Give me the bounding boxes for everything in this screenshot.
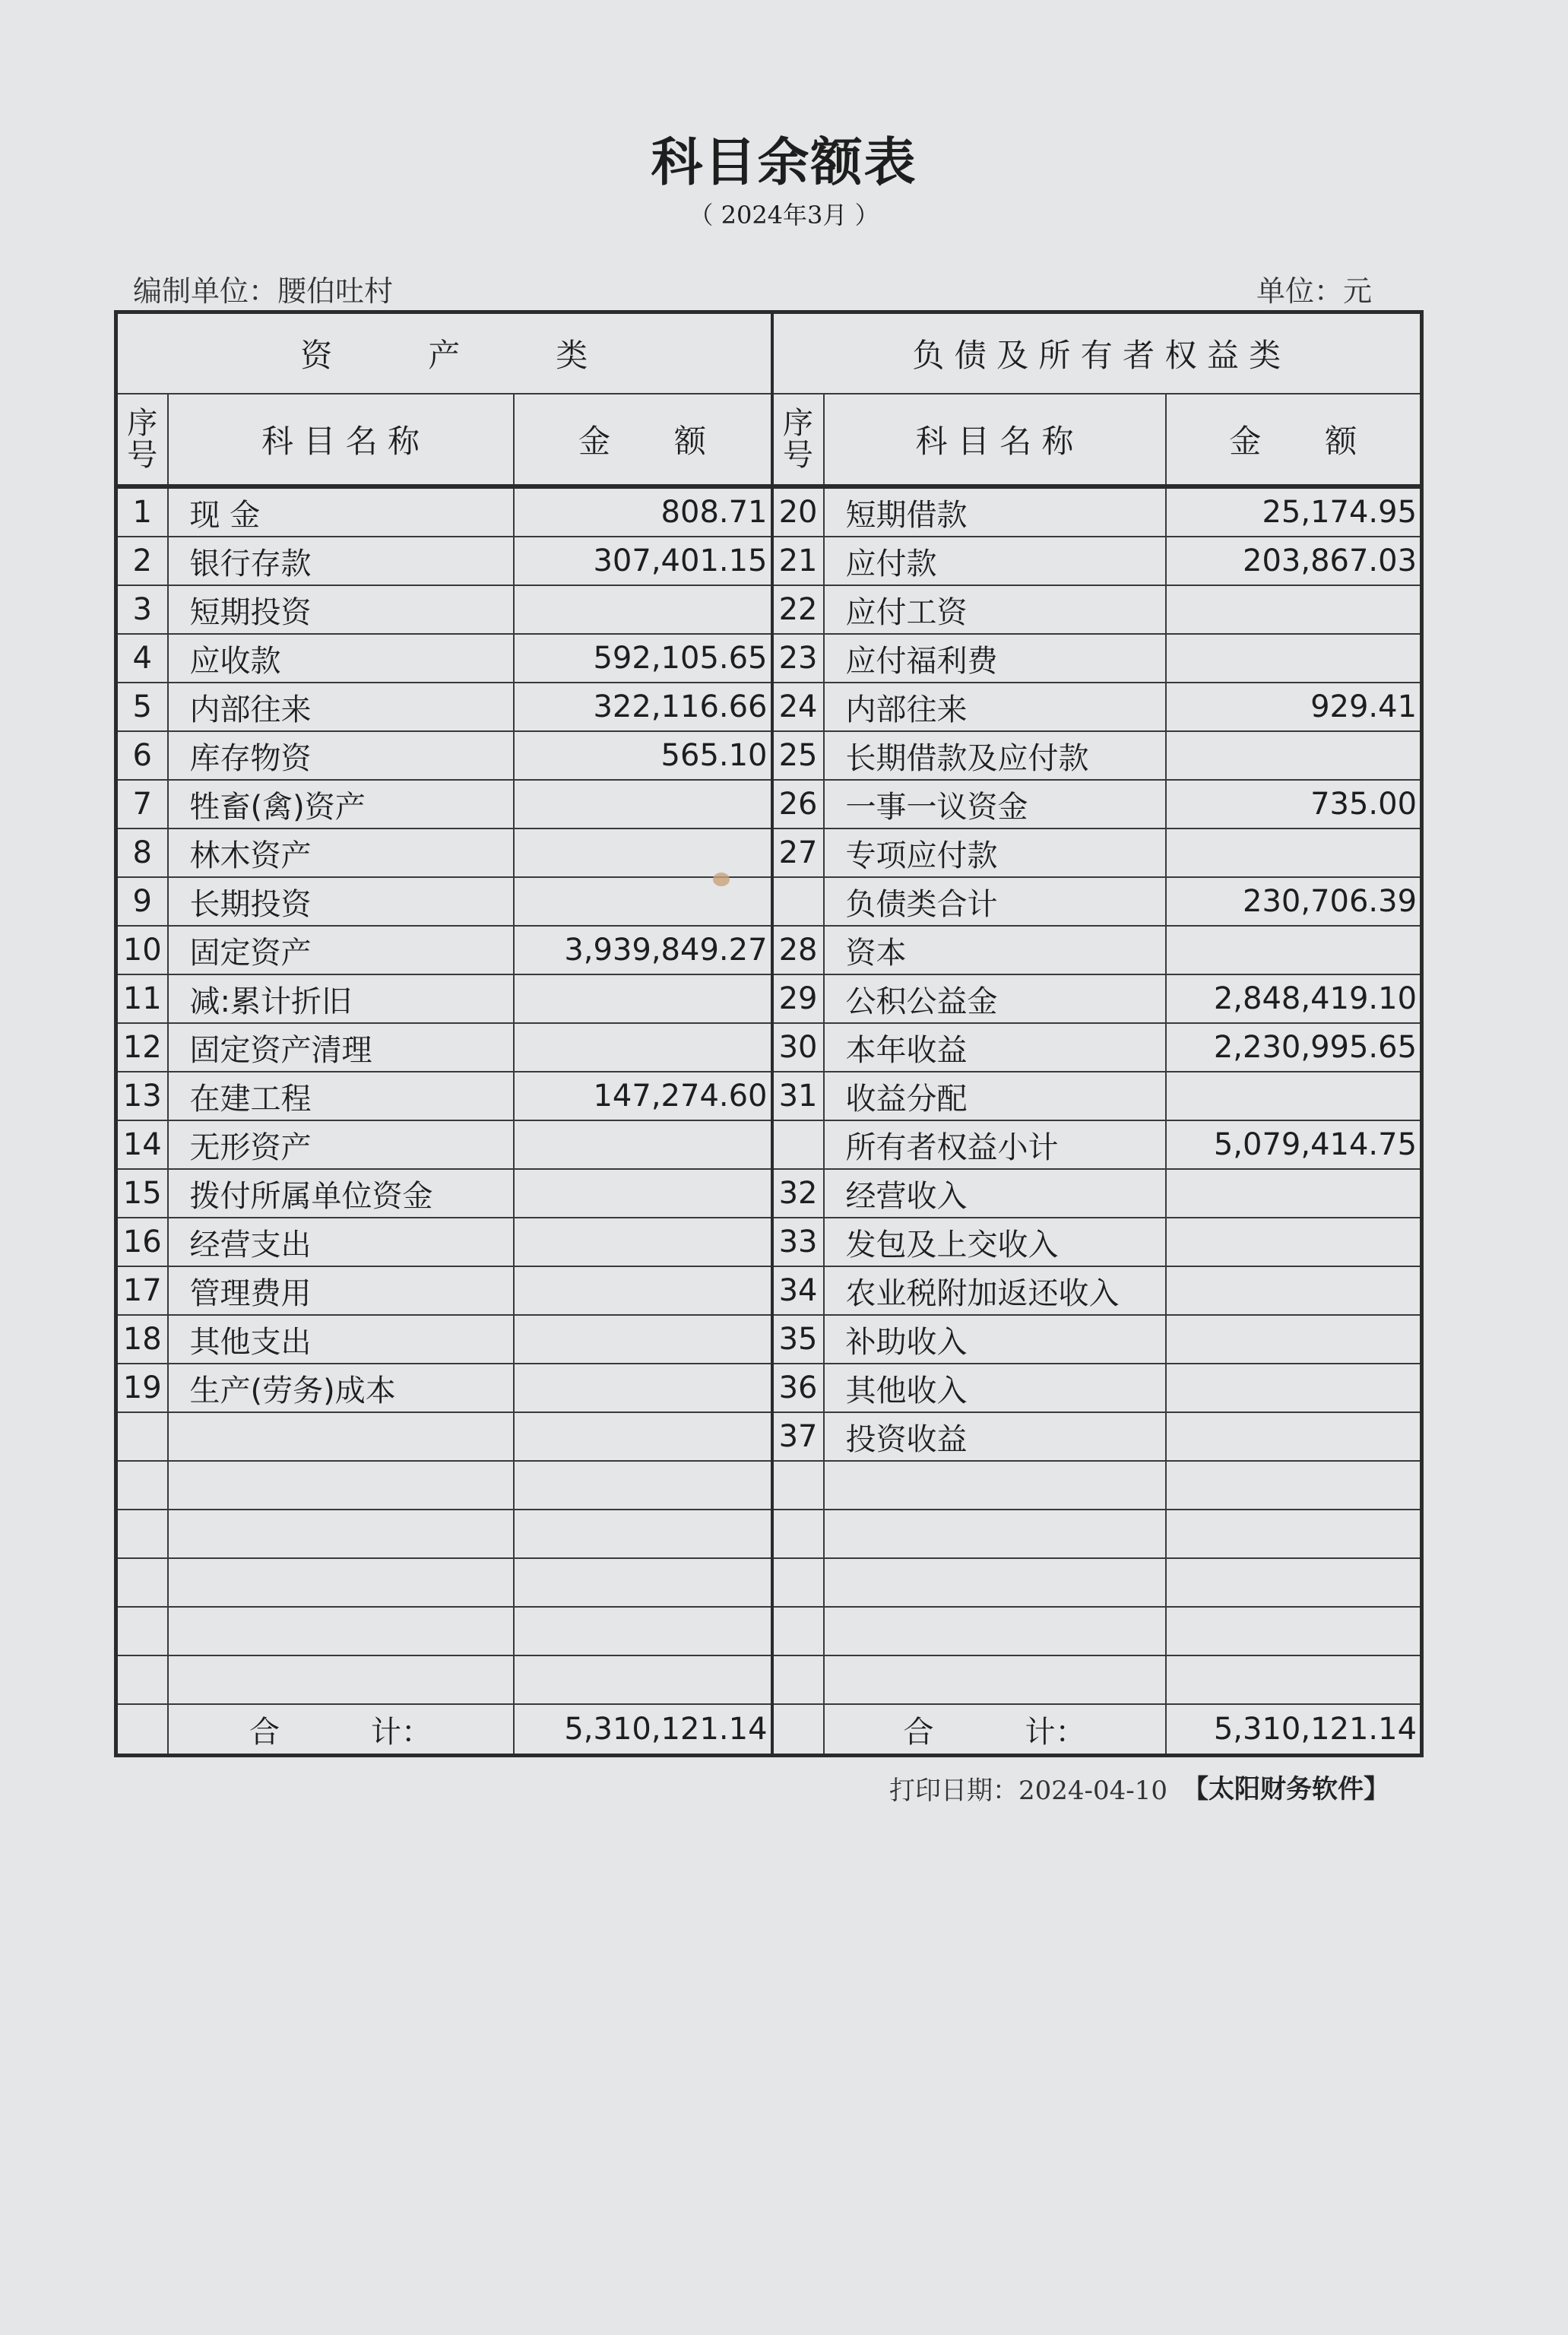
liab-name: 负债类合计	[824, 877, 1166, 926]
liab-total-label: 合 计：	[824, 1704, 1166, 1756]
asset-name	[168, 1461, 514, 1510]
liab-amount	[1166, 926, 1422, 974]
asset-name: 银行存款	[168, 537, 514, 585]
liab-seq	[772, 1607, 824, 1655]
asset-total-amount: 5,310,121.14	[514, 1704, 772, 1756]
paper-stain	[713, 873, 730, 886]
table-row	[116, 780, 1422, 828]
liab-name: 应付款	[824, 537, 1166, 585]
asset-seq: 8	[116, 828, 168, 877]
liab-amount	[1166, 585, 1422, 634]
asset-seq	[116, 1655, 168, 1704]
table-row	[116, 1558, 1422, 1607]
asset-name: 林木资产	[168, 828, 514, 877]
liab-seq: 21	[772, 537, 824, 585]
assets-seq-header: 序 号	[116, 394, 168, 486]
asset-seq	[116, 1510, 168, 1558]
asset-amount	[514, 1461, 772, 1510]
table-row	[116, 1510, 1422, 1558]
asset-name: 库存物资	[168, 731, 514, 780]
liab-name: 投资收益	[824, 1412, 1166, 1461]
liab-amount: 25,174.95	[1166, 486, 1422, 537]
liab-name: 短期借款	[824, 486, 1166, 537]
liab-seq	[772, 1558, 824, 1607]
asset-name: 内部往来	[168, 683, 514, 731]
asset-amount	[514, 1364, 772, 1412]
asset-seq: 11	[116, 974, 168, 1023]
liab-name: 发包及上交收入	[824, 1218, 1166, 1266]
asset-amount: 307,401.15	[514, 537, 772, 585]
table-row	[116, 1607, 1422, 1655]
asset-seq: 12	[116, 1023, 168, 1072]
liab-amount	[1166, 828, 1422, 877]
liab-amount	[1166, 1072, 1422, 1120]
asset-seq: 7	[116, 780, 168, 828]
liab-seq	[772, 1461, 824, 1510]
table-row	[116, 486, 1422, 537]
asset-name: 经营支出	[168, 1218, 514, 1266]
liab-amount: 2,848,419.10	[1166, 974, 1422, 1023]
table-row	[116, 1461, 1422, 1510]
liab-amount	[1166, 731, 1422, 780]
balance-table	[114, 310, 1424, 1757]
table-row	[116, 731, 1422, 780]
asset-seq: 3	[116, 585, 168, 634]
table-row	[116, 974, 1422, 1023]
preparing-unit: 编制单位：腰伯吐村	[133, 274, 394, 308]
liab-seq: 26	[772, 780, 824, 828]
asset-seq: 2	[116, 537, 168, 585]
liab-name: 本年收益	[824, 1023, 1166, 1072]
table-row	[116, 1266, 1422, 1315]
liab-seq: 36	[772, 1364, 824, 1412]
asset-seq	[116, 1461, 168, 1510]
liab-amount: 203,867.03	[1166, 537, 1422, 585]
report-title: 科目余额表	[651, 132, 917, 193]
table-row	[116, 1023, 1422, 1072]
asset-seq: 6	[116, 731, 168, 780]
liab-name: 内部往来	[824, 683, 1166, 731]
liab-name	[824, 1461, 1166, 1510]
asset-amount	[514, 974, 772, 1023]
liab-name: 所有者权益小计	[824, 1120, 1166, 1169]
liab-name: 应付工资	[824, 585, 1166, 634]
liab-amount: 2,230,995.65	[1166, 1023, 1422, 1072]
table-row	[116, 1364, 1422, 1412]
asset-name: 固定资产	[168, 926, 514, 974]
asset-seq: 4	[116, 634, 168, 683]
liab-name	[824, 1510, 1166, 1558]
liab-seq: 23	[772, 634, 824, 683]
asset-name: 牲畜(禽)资产	[168, 780, 514, 828]
liab-amount	[1166, 1461, 1422, 1510]
assets-group-header: 资 产 类	[116, 312, 772, 394]
asset-amount: 808.71	[514, 486, 772, 537]
table-row	[116, 1120, 1422, 1169]
asset-seq	[116, 1558, 168, 1607]
liab-amount	[1166, 1510, 1422, 1558]
asset-seq	[116, 1607, 168, 1655]
table-row	[116, 1412, 1422, 1461]
asset-name: 减:累计折旧	[168, 974, 514, 1023]
asset-amount	[514, 828, 772, 877]
asset-amount: 565.10	[514, 731, 772, 780]
liab-name	[824, 1607, 1166, 1655]
asset-seq: 15	[116, 1169, 168, 1218]
liab-name: 其他收入	[824, 1364, 1166, 1412]
asset-name: 固定资产清理	[168, 1023, 514, 1072]
asset-seq: 19	[116, 1364, 168, 1412]
liab-seq: 31	[772, 1072, 824, 1120]
assets-amount-header: 金 额	[514, 394, 772, 486]
asset-name: 管理费用	[168, 1266, 514, 1315]
asset-amount	[514, 1169, 772, 1218]
liab-seq: 25	[772, 731, 824, 780]
liab-amount	[1166, 1315, 1422, 1364]
liab-seq: 28	[772, 926, 824, 974]
liab-name: 收益分配	[824, 1072, 1166, 1120]
asset-amount	[514, 1120, 772, 1169]
liab-name	[824, 1558, 1166, 1607]
liab-amount: 735.00	[1166, 780, 1422, 828]
liab-amount	[1166, 1266, 1422, 1315]
print-date: 打印日期：2024-04-10	[889, 1776, 1168, 1806]
liab-seq	[772, 1510, 824, 1558]
liab-name	[824, 1655, 1166, 1704]
asset-seq: 13	[116, 1072, 168, 1120]
asset-seq	[116, 1412, 168, 1461]
asset-name: 长期投资	[168, 877, 514, 926]
asset-amount	[514, 877, 772, 926]
liab-seq	[772, 1655, 824, 1704]
liab-amount	[1166, 1364, 1422, 1412]
liab-seq: 37	[772, 1412, 824, 1461]
asset-amount: 3,939,849.27	[514, 926, 772, 974]
table-row	[116, 1655, 1422, 1704]
table-row	[116, 1315, 1422, 1364]
assets-name-header: 科 目 名 称	[168, 394, 514, 486]
asset-name: 生产(劳务)成本	[168, 1364, 514, 1412]
asset-seq: 14	[116, 1120, 168, 1169]
liab-name: 应付福利费	[824, 634, 1166, 683]
liab-amount	[1166, 1607, 1422, 1655]
asset-amount	[514, 1315, 772, 1364]
liab-name: 经营收入	[824, 1169, 1166, 1218]
liab-seq: 20	[772, 486, 824, 537]
asset-name: 拨付所属单位资金	[168, 1169, 514, 1218]
liab-seq: 27	[772, 828, 824, 877]
asset-name: 短期投资	[168, 585, 514, 634]
asset-name: 现 金	[168, 486, 514, 537]
liab-total-seq	[772, 1704, 824, 1756]
table-row	[116, 634, 1422, 683]
liab-amount	[1166, 1218, 1422, 1266]
asset-seq: 5	[116, 683, 168, 731]
liab-seq: 24	[772, 683, 824, 731]
group-header-row	[116, 312, 1422, 394]
liab-name: 长期借款及应付款	[824, 731, 1166, 780]
asset-seq: 18	[116, 1315, 168, 1364]
liab-amount-header: 金 额	[1166, 394, 1422, 486]
asset-seq: 10	[116, 926, 168, 974]
table-row	[116, 537, 1422, 585]
asset-seq: 16	[116, 1218, 168, 1266]
liab-amount	[1166, 1655, 1422, 1704]
table-row	[116, 683, 1422, 731]
report-period: （ 2024年3月 ）	[689, 201, 879, 230]
liab-seq: 29	[772, 974, 824, 1023]
liab-seq: 32	[772, 1169, 824, 1218]
table-row	[116, 828, 1422, 877]
asset-amount	[514, 780, 772, 828]
currency-unit: 单位：元	[1256, 274, 1372, 308]
asset-amount: 592,105.65	[514, 634, 772, 683]
asset-amount	[514, 1023, 772, 1072]
asset-amount: 322,116.66	[514, 683, 772, 731]
liab-total-amount: 5,310,121.14	[1166, 1704, 1422, 1756]
asset-seq: 17	[116, 1266, 168, 1315]
asset-seq: 9	[116, 877, 168, 926]
asset-name: 应收款	[168, 634, 514, 683]
liab-name-header: 科 目 名 称	[824, 394, 1166, 486]
asset-name: 在建工程	[168, 1072, 514, 1120]
liab-seq	[772, 1120, 824, 1169]
liab-amount	[1166, 634, 1422, 683]
asset-amount	[514, 1218, 772, 1266]
liab-amount	[1166, 1558, 1422, 1607]
software-brand: 【太阳财务软件】	[1183, 1774, 1389, 1804]
liab-name: 补助收入	[824, 1315, 1166, 1364]
asset-seq: 1	[116, 486, 168, 537]
liab-name: 专项应付款	[824, 828, 1166, 877]
table-row	[116, 1072, 1422, 1120]
asset-name	[168, 1558, 514, 1607]
table-row	[116, 926, 1422, 974]
liab-amount: 929.41	[1166, 683, 1422, 731]
asset-amount: 147,274.60	[514, 1072, 772, 1120]
asset-amount	[514, 1607, 772, 1655]
liab-seq	[772, 877, 824, 926]
liab-seq: 34	[772, 1266, 824, 1315]
asset-name: 无形资产	[168, 1120, 514, 1169]
asset-amount	[514, 1558, 772, 1607]
liabilities-group-header: 负 债 及 所 有 者 权 益 类	[772, 312, 1422, 394]
asset-amount	[514, 585, 772, 634]
liab-seq: 22	[772, 585, 824, 634]
asset-amount	[514, 1266, 772, 1315]
liab-amount	[1166, 1412, 1422, 1461]
liab-seq: 30	[772, 1023, 824, 1072]
column-header-row	[116, 394, 1422, 486]
liab-seq: 35	[772, 1315, 824, 1364]
total-row	[116, 1704, 1422, 1756]
asset-name	[168, 1607, 514, 1655]
table-row	[116, 585, 1422, 634]
asset-name: 其他支出	[168, 1315, 514, 1364]
table-row	[116, 1169, 1422, 1218]
liab-seq: 33	[772, 1218, 824, 1266]
liab-name: 公积公益金	[824, 974, 1166, 1023]
asset-name	[168, 1655, 514, 1704]
liab-name: 农业税附加返还收入	[824, 1266, 1166, 1315]
liab-amount	[1166, 1169, 1422, 1218]
asset-amount	[514, 1510, 772, 1558]
liab-name: 资本	[824, 926, 1166, 974]
table-row	[116, 877, 1422, 926]
liab-name: 一事一议资金	[824, 780, 1166, 828]
asset-name	[168, 1510, 514, 1558]
liab-seq-header: 序 号	[772, 394, 824, 486]
asset-total-seq	[116, 1704, 168, 1756]
asset-amount	[514, 1412, 772, 1461]
asset-name	[168, 1412, 514, 1461]
liab-amount: 230,706.39	[1166, 877, 1422, 926]
asset-amount	[514, 1655, 772, 1704]
liab-amount: 5,079,414.75	[1166, 1120, 1422, 1169]
asset-total-label: 合 计：	[168, 1704, 514, 1756]
table-row	[116, 1218, 1422, 1266]
